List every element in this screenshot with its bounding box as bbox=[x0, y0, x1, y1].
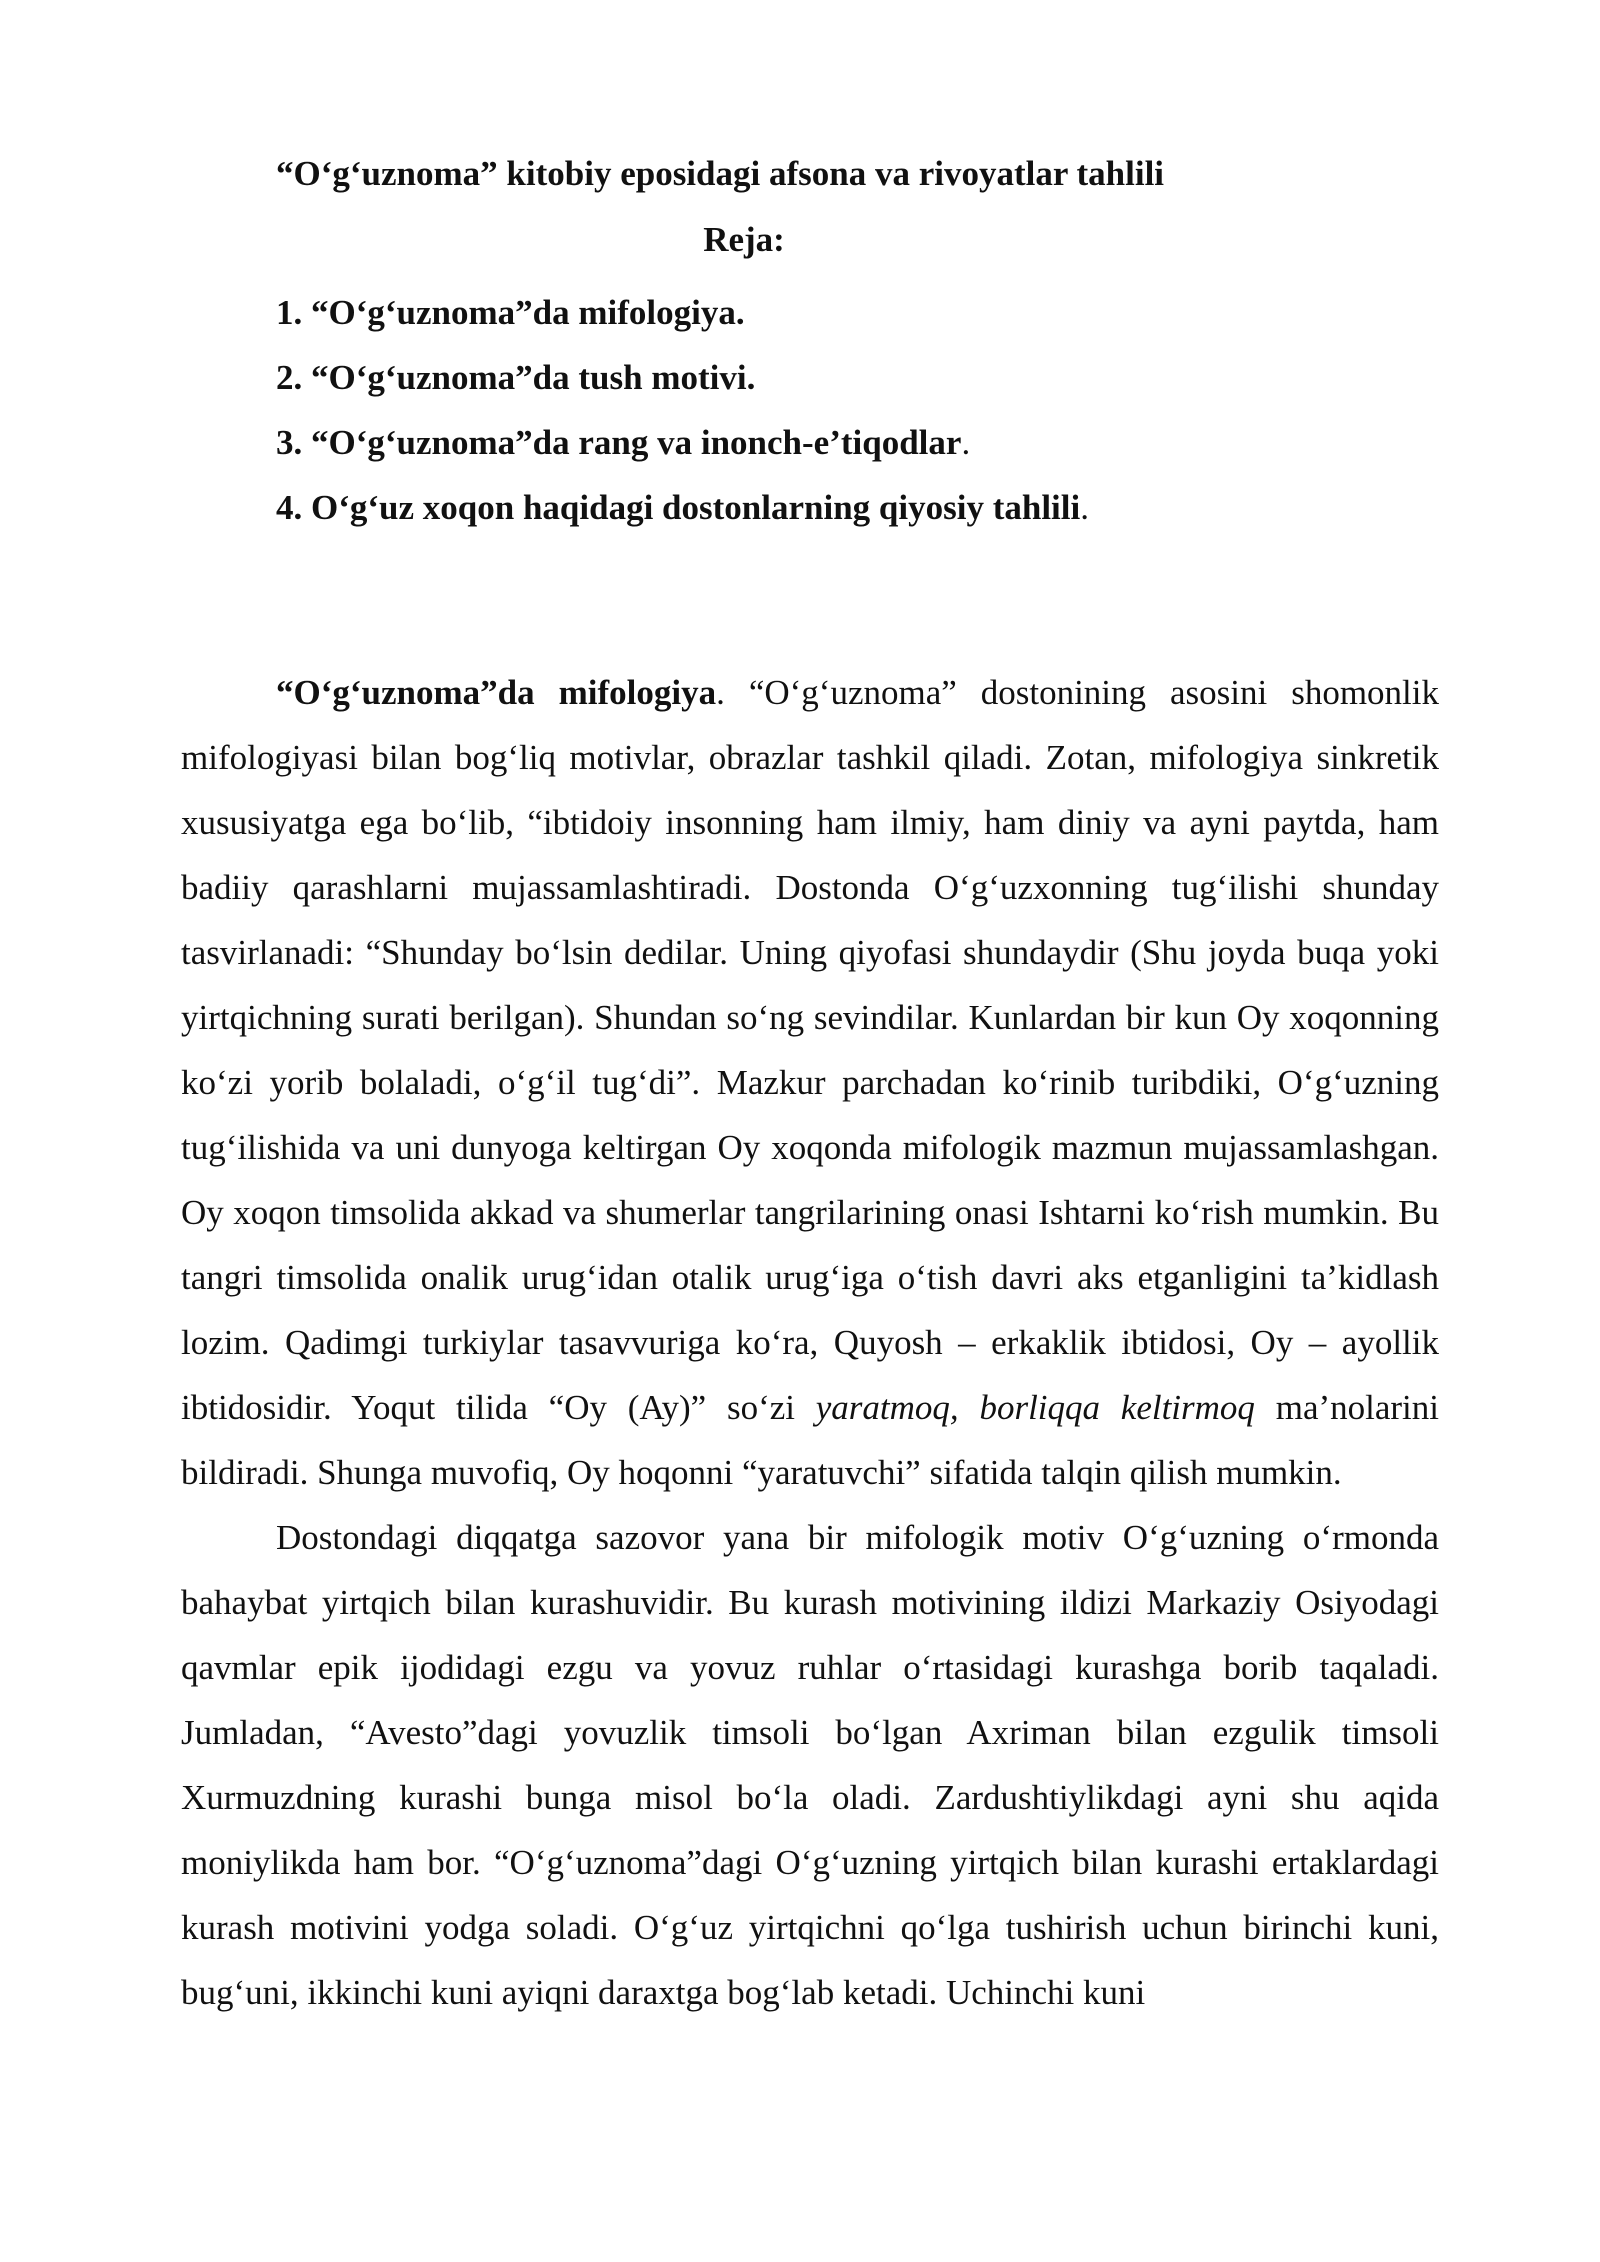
plan-item-tail: . bbox=[1080, 488, 1089, 527]
paragraph-struggle-motif: Dostondagi diqqatga sazovor yana bir mifologik motiv O‘g‘uzning o‘rmonda bahaybat yirtqich bilan kurashuvidir. Bu kurash motivining ildizi Markaziy Osiyodagi qavmlar epik ijodidagi ezgu va yovuz ruhlar o‘rtasidagi kurashga borib taqaladi. Jumladan, “Avesto”dagi yovuzlik timsoli bo‘lgan Axriman bilan ezgulik timsoli Xurmuzdning kurashi bunga misol bo‘la oladi. Zardushtiylikdagi ayni shu aqida moniylikda ham bor. “O‘g‘uznoma”dagi O‘g‘uzning yirtqich bilan kurashi ertaklardagi kurash motivini yodga soladi. O‘g‘uz yirtqichni qo‘lga tushirish uchun birinchi kuni, bug‘uni, ikkinchi kuni ayiqni daraxtga bog‘lab ketadi. Uchinchi kuni bbox=[181, 1518, 1439, 2012]
plan-item bbox=[276, 475, 1089, 540]
paragraph-text: ma’nolarini bildiradi. Shunga muvofiq, Oy hoqonni “yaratuvchi” sifatida talqin qilish mumkin. bbox=[181, 1388, 1439, 1492]
plan-item-tail: . bbox=[961, 423, 971, 462]
plan-item-text: 1. “O‘g‘uznoma”da mifologiya. bbox=[276, 293, 745, 332]
paragraph-text: . “O‘g‘uznoma” dostonining asosini shomonlik mifologiyasi bilan bog‘liq motivlar, obrazlar tashkil qiladi. Zotan, mifologiya sinkretik xususiyatga ega bo‘lib, “ibtidoiy insonning ham ilmiy, ham diniy va ayni paytda, ham badiiy qarashlarni mujassamlashtiradi. Dostonda O‘g‘uzxonning tug‘ilishi shunday tasvirlanadi: “Shunday bo‘lsin dedilar. Uning qiyofasi shundaydir (Shu joyda buqa yoki yirtqichning surati berilgan). Shundan so‘ng sevindilar. Kunlardan bir kun Oy xoqonning ko‘zi yorib bolaladi, o‘g‘il tug‘di”. Mazkur parchadan ko‘rinib turibdiki, O‘g‘uzning tug‘ilishida va uni dunyoga keltirgan Oy xoqonda mifologik mazmun mujassamlashgan. Oy xoqon timsolida akkad va shumerlar tangrilarining onasi Ishtarni ko‘rish mumkin. Bu tangri timsolida onalik urug‘idan otalik urug‘iga o‘tish davri aks etganligini ta’kidlash lozim. Qadimgi turkiylar tasavvuriga ko‘ra, Quyosh – erkaklik ibtidosi, Oy – ayollik ibtidosidir. Yoqut tilida “Oy (Ay)” so‘zi bbox=[181, 673, 1440, 1427]
plan-item bbox=[276, 345, 1089, 410]
italic-phrase: yaratmoq, borliqqa keltirmoq bbox=[815, 1388, 1255, 1427]
paragraph-mythology bbox=[181, 660, 1439, 1505]
document-title: “O‘g‘uznoma” kitobiy eposidagi afsona va rivoyatlar tahlili bbox=[276, 154, 1165, 193]
plan-item-text: 4. O‘g‘uz xoqon haqidagi dostonlarning qiyosiy tahlili bbox=[276, 488, 1081, 527]
section-heading: “O‘g‘uznoma”da mifologiya bbox=[276, 673, 717, 712]
plan-item bbox=[276, 280, 1089, 345]
plan-heading: Reja: bbox=[703, 220, 785, 259]
plan-item bbox=[276, 410, 1089, 475]
body-text bbox=[181, 660, 1439, 2025]
plan-list bbox=[276, 280, 1089, 540]
plan-item-text: 2. “O‘g‘uznoma”da tush motivi. bbox=[276, 358, 756, 397]
plan-item-text: 3. “O‘g‘uznoma”da rang va inonch-e’tiqodlar bbox=[276, 423, 962, 462]
